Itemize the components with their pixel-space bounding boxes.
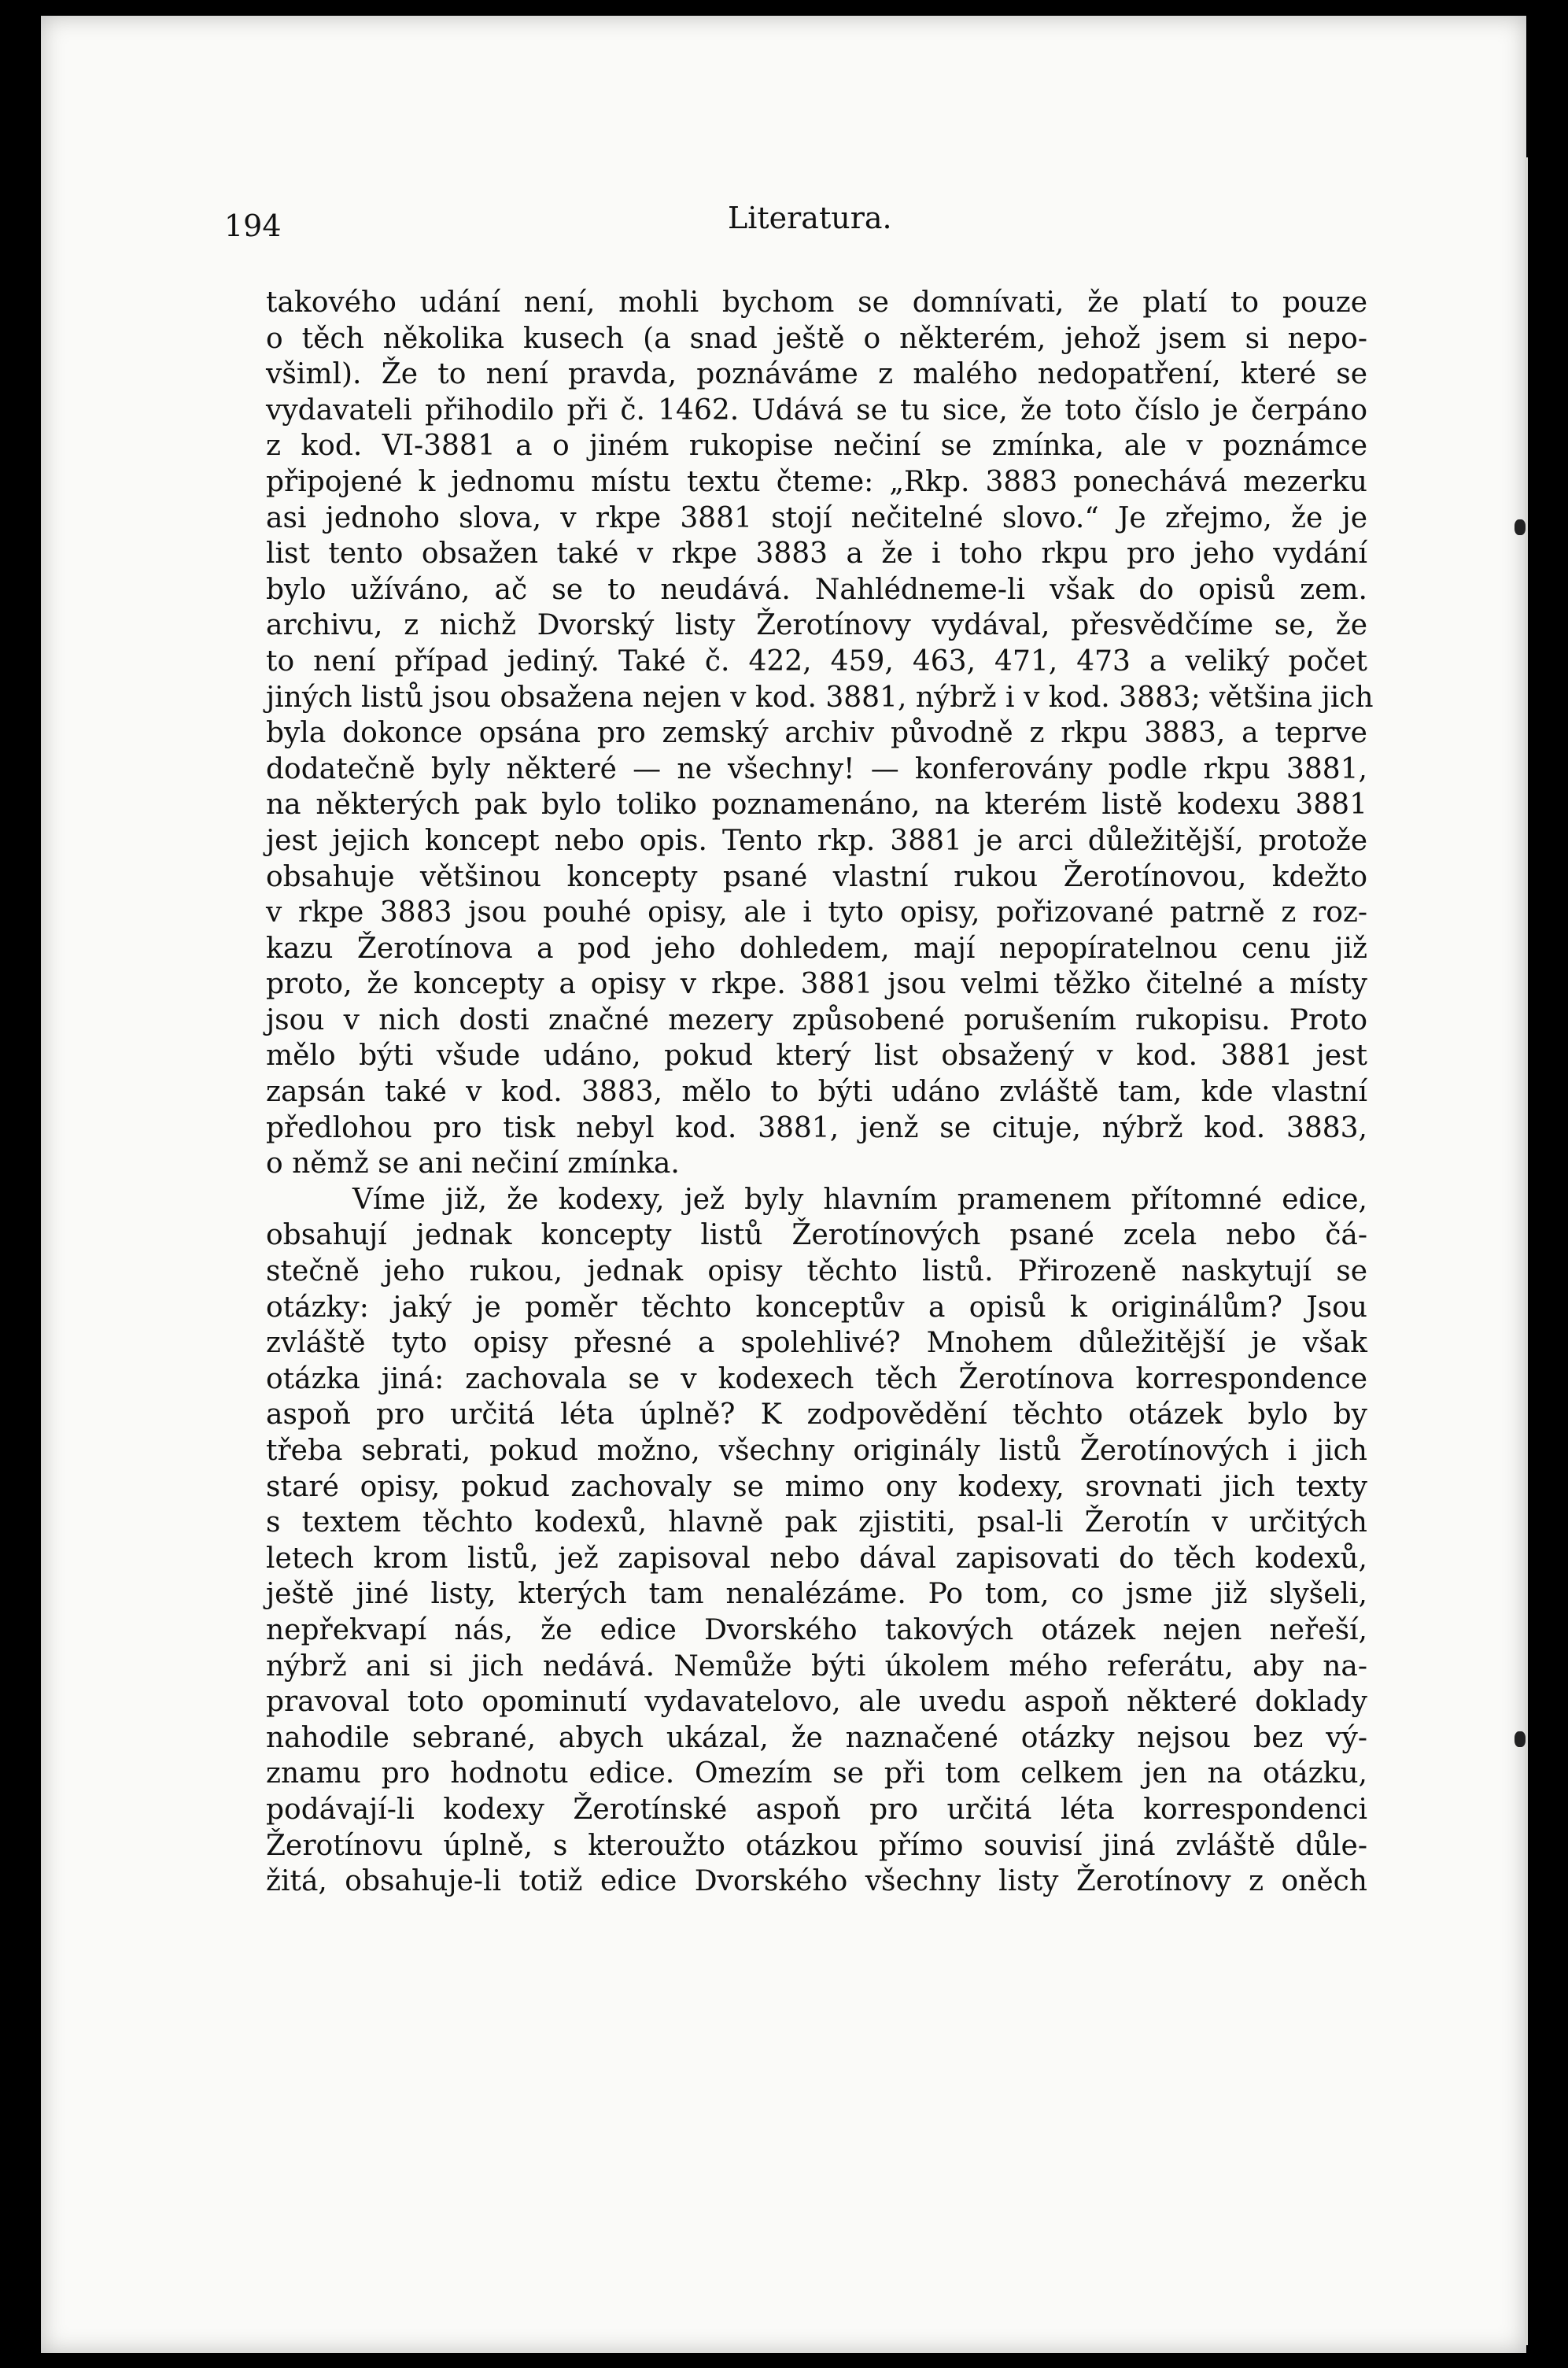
text-line: znamu pro hodnotu edice. Omezím se při tom celkem jen na otázku,: [266, 1757, 1367, 1790]
text-line: všiml). Že to není pravda, poznáváme z malého nedopatření, které se: [266, 358, 1367, 391]
text-line: o těch několika kusech (a snad ještě o některém, jehož jsem si nepo-: [266, 322, 1367, 355]
text-line: obsahuje většinou koncepty psané vlastní rukou Žerotínovou, kdežto: [266, 860, 1367, 893]
text-line: podávají-li kodexy Žerotínské aspoň pro určitá léta korrespondenci: [266, 1793, 1367, 1826]
text-line: z kod. VI-3881 a o jiném rukopise nečiní se zmínka, ale v poznámce: [266, 430, 1367, 463]
text-line: otázka jiná: zachovala se v kodexech těch Žerotínova korrespondence: [266, 1362, 1367, 1395]
text-line: nepřekvapí nás, že edice Dvorského takových otázek nejen neřeší,: [266, 1613, 1367, 1646]
text-line: archivu, z nichž Dvorský listy Žerotínovy vydával, přesvědčíme se, že: [266, 609, 1367, 642]
text-line: jsou v nich dosti značné mezery způsobené porušením rukopisu. Proto: [266, 1003, 1367, 1036]
text-line: proto, že koncepty a opisy v rkpe. 3881 jsou velmi těžko čitelné a místy: [266, 968, 1367, 1001]
text-line: jest jejich koncept nebo opis. Tento rkp. 3881 je arci důležitější, protože: [266, 824, 1367, 857]
text-line: letech krom listů, jež zapisoval nebo dával zapisovati do těch kodexů,: [266, 1542, 1367, 1575]
text-line: otázky: jaký je poměr těchto konceptův a opisů k originálům? Jsou: [266, 1291, 1367, 1324]
margin-mark: [1515, 1731, 1526, 1747]
margin-mark: [1515, 519, 1526, 535]
running-title: Literatura.: [728, 201, 892, 235]
body-text: [266, 285, 1374, 1900]
text-line: to není případ jediný. Také č. 422, 459, 463, 471, 473 a veliký počet: [266, 645, 1367, 678]
text-line: list tento obsažen také v rkpe 3883 a že i toho rkpu pro jeho vydání: [266, 538, 1367, 571]
page-edge: [1525, 157, 1528, 2345]
text-line: zapsán také v kod. 3883, mělo to býti udáno zvláště tam, kde vlastní: [266, 1076, 1367, 1109]
text-line: kazu Žerotínova a pod jeho dohledem, mají nepopíratelnou cenu již: [266, 932, 1367, 965]
text-line: byla dokonce opsána pro zemský archiv původně z rkpu 3883, a teprve: [266, 717, 1367, 750]
text-line: mělo býti všude udáno, pokud který list obsažený v kod. 3881 jest: [266, 1040, 1367, 1073]
text-line: vydavateli přihodilo při č. 1462. Udává se tu sice, že toto číslo je čerpáno: [266, 393, 1367, 427]
text-line: nahodile sebrané, abych ukázal, že naznačené otázky nejsou bez vý-: [266, 1721, 1367, 1754]
text-line: obsahují jednak koncepty listů Žerotínových psané zcela nebo čá-: [266, 1219, 1367, 1252]
text-line: Žerotínovu úplně, s kteroužto otázkou přímo souvisí jiná zvláště důle-: [266, 1829, 1367, 1862]
text-line: předlohou pro tisk nebyl kod. 3881, jenž se cituje, nýbrž kod. 3883,: [266, 1111, 1367, 1144]
text-line: v rkpe 3883 jsou pouhé opisy, ale i tyto opisy, pořizované patrně z roz-: [266, 896, 1367, 929]
text-line: o němž se ani nečiní zmínka.: [266, 1147, 680, 1180]
text-line: žitá, obsahuje-li totiž edice Dvorského všechny listy Žerotínovy z oněch: [266, 1865, 1367, 1898]
text-line: třeba sebrati, pokud možno, všechny originály listů Žerotínových i jich: [266, 1435, 1367, 1467]
text-line: stečně jeho rukou, jednak opisy těchto listů. Přirozeně naskytují se: [266, 1255, 1367, 1288]
text-line: nýbrž ani si jich nedává. Nemůže býti úkolem mého referátu, aby na-: [266, 1649, 1367, 1683]
text-line: bylo užíváno, ač se to neudává. Nahlédneme-li však do opisů zem.: [266, 573, 1367, 606]
text-line: na některých pak bylo toliko poznamenáno, na kterém listě kodexu 3881: [266, 789, 1367, 822]
text-line: s textem těchto kodexů, hlavně pak zjistiti, psal-li Žerotín v určitých: [266, 1506, 1367, 1539]
text-line: asi jednoho slova, v rkpe 3881 stojí nečitelné slovo.“ Je zřejmo, že je: [266, 501, 1367, 534]
text-line: připojené k jednomu místu textu čteme: „Rkp. 3883 ponechává mezerku: [266, 465, 1367, 498]
text-line: staré opisy, pokud zachovaly se mimo ony kodexy, srovnati jich texty: [266, 1470, 1367, 1503]
text-line: dodatečně byly některé — ne všechny! — konferovány podle rkpu 3881,: [266, 752, 1367, 785]
text-line: zvláště tyto opisy přesné a spolehlivé? Mnohem důležitější je však: [266, 1327, 1367, 1360]
text-line: ještě jiné listy, kterých tam nenalézáme. Po tom, co jsme již slyšeli,: [266, 1578, 1367, 1611]
text-line: pravoval toto opominutí vydavatelovo, ale uvedu aspoň některé doklady: [266, 1686, 1367, 1719]
text-line: jiných listů jsou obsažena nejen v kod. 3881, nýbrž i v kod. 3883; většina jich: [266, 681, 1374, 714]
text-line: takového udání není, mohli bychom se domnívati, že platí to pouze: [266, 286, 1367, 319]
text-line: aspoň pro určitá léta úplně? K zodpovědění těchto otázek bylo by: [266, 1398, 1367, 1432]
page-number: 194: [224, 209, 282, 243]
text-line: Víme již, že kodexy, jež byly hlavním pramenem přítomné edice,: [352, 1183, 1367, 1216]
